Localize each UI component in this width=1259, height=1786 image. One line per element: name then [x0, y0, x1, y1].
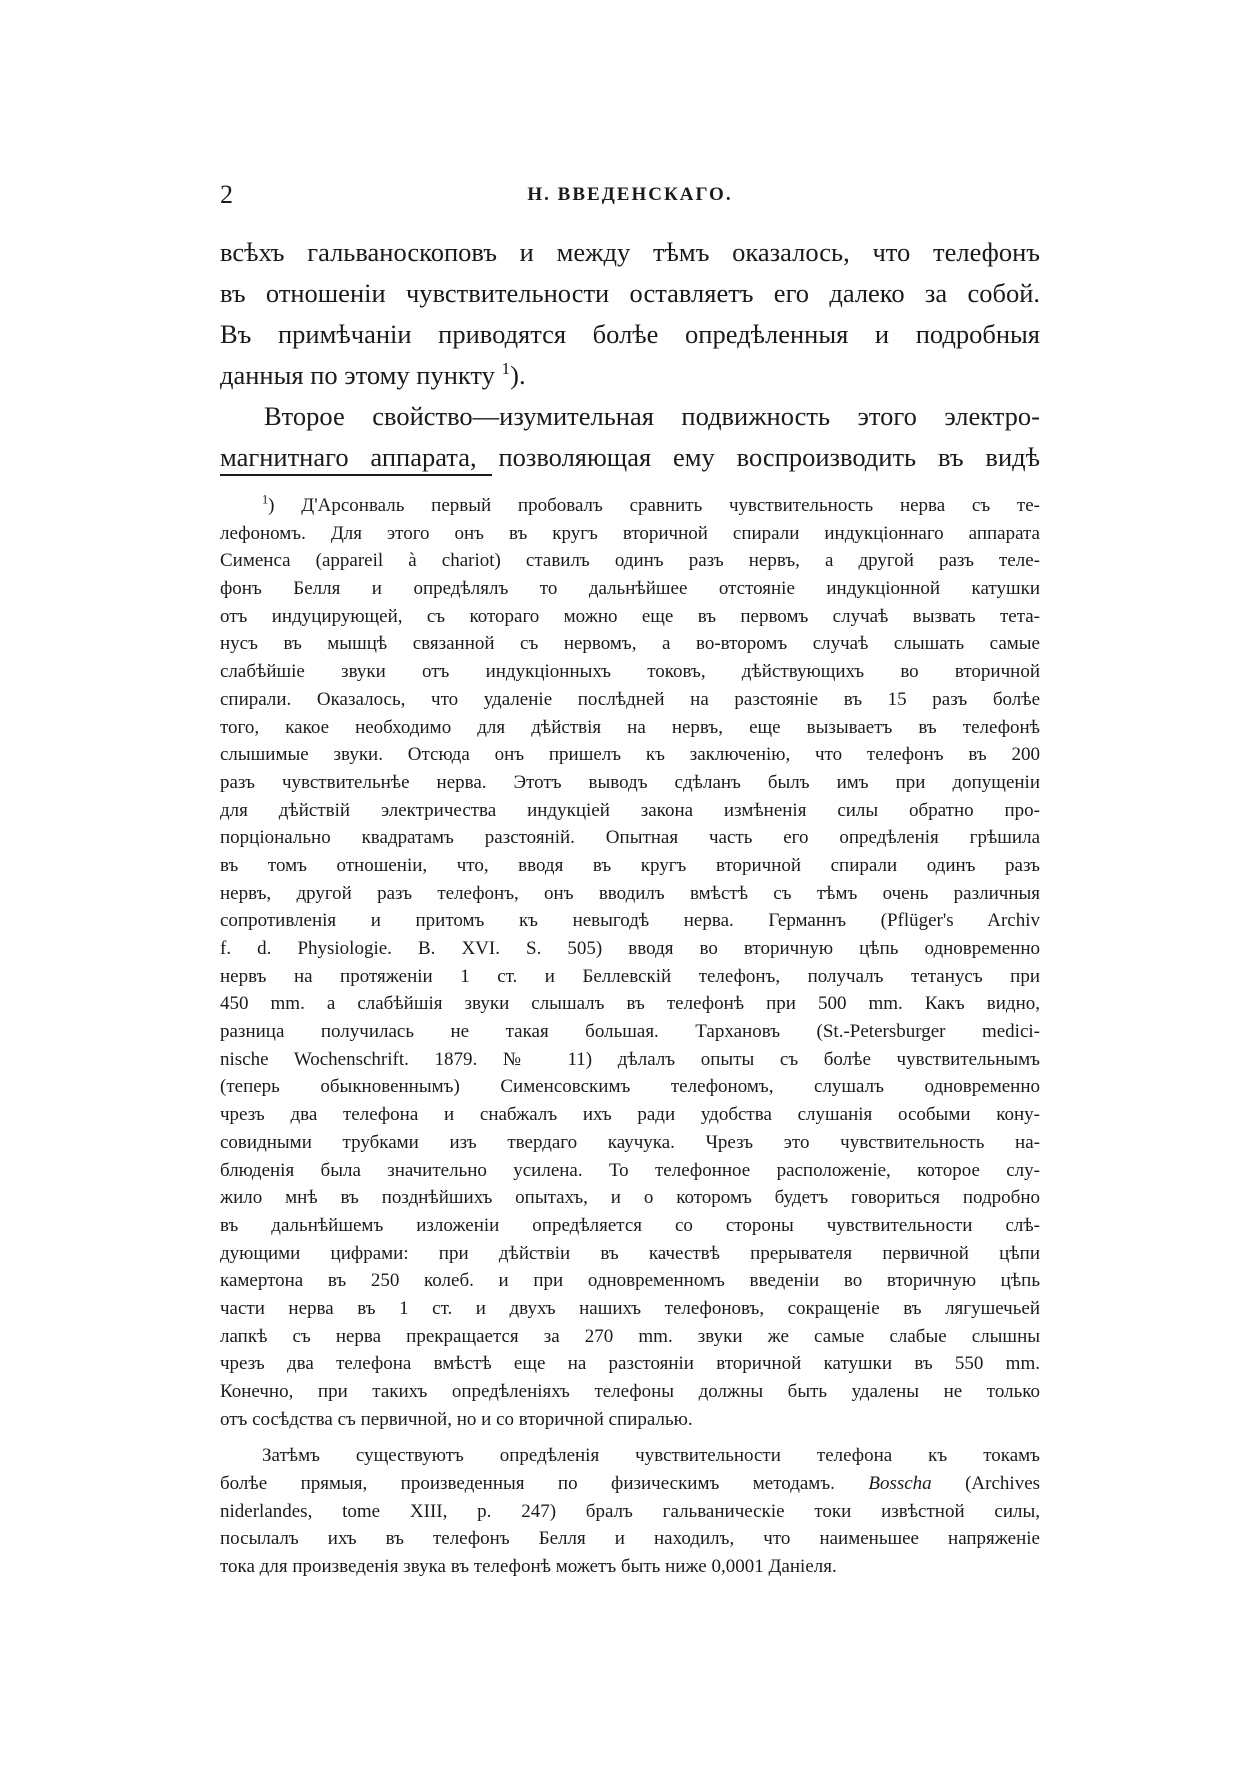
footnote-line: лефономъ. Для этого онъ въ кругъ вторичной спирали индукціоннаго аппарата	[220, 522, 1040, 544]
footnote-line: чрезъ два телефона и снабжалъ ихъ ради удобства слушанія особыми кону-	[220, 1104, 1040, 1126]
text-line: Второе свойство—изумительная подвижность этого электро-	[264, 401, 1040, 431]
footnote-line: f. d. Physiologie. B. XVI. S. 505) вводя во вторичную цѣпь одновременно	[220, 938, 1040, 959]
footnote-line: сопротивленія и притомъ къ невыгодѣ нерва. Германнъ (Pflüger's Archiv	[220, 910, 1040, 932]
footnote-line: (теперь обыкновеннымъ) Сименсовскимъ телефономъ, слушалъ одновременно	[220, 1076, 1040, 1098]
text-fragment: (Archives	[965, 1473, 1040, 1495]
page-header	[220, 178, 1040, 212]
running-title: Н. ВВЕДЕНСКАГО.	[527, 184, 733, 205]
footnote-line: 450 mm. а слабѣйшія звуки слышалъ въ телефонѣ при 500 mm. Какъ видно,	[220, 993, 1040, 1015]
author-name: Bosscha	[868, 1473, 932, 1495]
footnote-line: посылалъ ихъ въ телефонъ Белля и находилъ, что наименьшее напряженіе	[220, 1528, 1040, 1550]
footnote-line: блюденія была значительно усилена. То телефонное расположеніе, которое слу-	[220, 1159, 1040, 1181]
footnote-line: того, какое необходимо для дѣйствія на нервъ, еще вызываетъ въ телефонѣ	[220, 716, 1040, 738]
footnote-line: нервъ на протяженіи 1 ст. и Беллевскій телефонъ, получалъ тетанусъ при	[220, 965, 1040, 987]
footnote-line: нервъ, другой разъ телефонъ, онъ вводилъ вмѣстѣ съ тѣмъ очень различныя	[220, 882, 1040, 904]
footnote-line: лапкѣ съ нерва прекращается за 270 mm. звуки же самые слабые слышны	[220, 1325, 1040, 1347]
footnote	[220, 492, 1040, 1581]
text-fragment: ).	[510, 360, 526, 390]
footnote-line: разница получилась не такая большая. Тархановъ (St.-Petersburger medici-	[220, 1021, 1040, 1043]
footnote-line: въ томъ отношеніи, что, вводя въ кругъ вторичной спирали одинъ разъ	[220, 854, 1040, 876]
footnote-line: въ дальнѣйшемъ изложеніи опредѣляется со стороны чувствительности слѣ-	[220, 1214, 1040, 1236]
text-fragment: данныя по этому пункту	[220, 360, 495, 390]
text-line: въ отношеніи чувствительности оставляетъ его далеко за собой.	[220, 278, 1040, 308]
footnote-line: совидными трубками изъ твердаго каучука. Чрезъ это чувствительность на-	[220, 1131, 1040, 1153]
footnote-line: разъ чувствительнѣе нерва. Этотъ выводъ сдѣланъ былъ имъ при допущеніи	[220, 771, 1040, 793]
footnote-line: для дѣйствій электричества индукціей закона измѣненія силы обратно про-	[220, 799, 1040, 821]
text-fragment: ) Д'Арсонваль первый пробовалъ сравнить чувствительность нерва съ те-	[268, 495, 1040, 516]
footnote-line: Затѣмъ существуютъ опредѣленія чувствительности телефона къ токамъ	[262, 1445, 1040, 1467]
footnote-line: слабѣйшіе звуки отъ индукціонныхъ токовъ, дѣйствующихъ во вторичной	[220, 661, 1040, 683]
footnote-line: дующими цифрами: при дѣйствіи въ качествѣ прерывателя первичной цѣпи	[220, 1242, 1040, 1264]
main-text	[220, 232, 1040, 478]
footnote-line: отъ индуцирующей, съ котораго можно еще въ первомъ случаѣ вызвать тета-	[220, 605, 1040, 627]
footnote-line: Конечно, при такихъ опредѣленіяхъ телефоны должны быть удалены не только	[220, 1381, 1040, 1402]
footnote-line: niderlandes, tome XIII, p. 247) бралъ гальваническіе токи извѣстной силы,	[220, 1500, 1040, 1522]
footnote-line: спирали. Оказалось, что удаленіе послѣдней на разстояніе въ 15 разъ болѣе	[220, 688, 1040, 710]
footnote-line: нусъ въ мышцѣ связанной съ нервомъ, а во-второмъ случаѣ слышать самые	[220, 633, 1040, 655]
footnote-line: жило мнѣ въ позднѣйшихъ опытахъ, и о которомъ будетъ говориться подробно	[220, 1187, 1040, 1209]
page-number: 2	[220, 180, 233, 209]
footnote-line: слышимые звуки. Отсюда онъ пришелъ къ заключенію, что телефонъ въ 200	[220, 744, 1040, 766]
footnote-line: Сименса (appareil à chariot) ставилъ одинъ разъ нервъ, а другой разъ теле-	[220, 550, 1040, 572]
footnote-line: части нерва въ 1 ст. и двухъ нашихъ телефоновъ, сокращеніе въ лягушечьей	[220, 1297, 1040, 1319]
footnote-line: порціонально квадратамъ разстояній. Опытная часть его опредѣленія грѣшила	[220, 827, 1040, 849]
text-line: магнитнаго аппарата, позволяющая ему воспроизводить въ видѣ	[220, 442, 1040, 472]
footnote-line: тока для произведенія звука въ телефонѣ можетъ быть ниже 0,0001 Даніеля.	[220, 1556, 837, 1578]
text-fragment: болѣе прямыя, произведенныя по физическимъ методамъ.	[220, 1473, 835, 1495]
text-line	[220, 355, 1040, 396]
footnote-line: nische Wochenschrift. 1879. № 11) дѣлалъ опыты съ болѣе чувствительнымъ	[220, 1048, 1040, 1070]
footnote-separator	[220, 474, 492, 476]
footnote-line: фонъ Белля и опредѣлялъ то дальнѣйшее отстояніе индукціонной катушки	[220, 578, 1040, 600]
footnote-line	[220, 1470, 1040, 1498]
footnote-line: чрезъ два телефона вмѣстѣ еще на разстояніи вторичной катушки въ 550 mm.	[220, 1353, 1040, 1375]
footnote-line: отъ сосѣдства съ первичной, но и со вторичной спиралью.	[220, 1408, 693, 1430]
footnote-line: камертона въ 250 колеб. и при одновременномъ введеніи во вторичную цѣпь	[220, 1270, 1040, 1292]
text-line: всѣхъ гальваноскоповъ и между тѣмъ оказалось, что телефонъ	[220, 237, 1040, 267]
footnote-line	[220, 492, 1040, 520]
text-line: Въ примѣчаніи приводятся болѣе опредѣленныя и подробныя	[220, 319, 1040, 349]
footnote-marker: 1	[262, 492, 269, 507]
footnote-reference: 1	[501, 359, 511, 379]
